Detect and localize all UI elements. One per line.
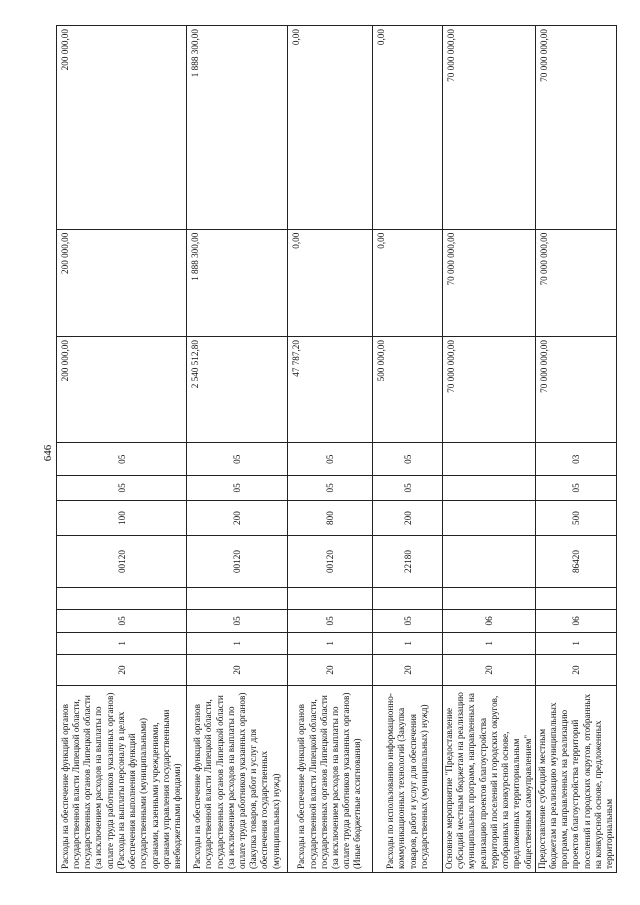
code-subsection: 05 [288,443,373,476]
code-expense-type: 100 [57,500,187,536]
code-program: 1 [535,632,617,655]
code-gr: 20 [373,655,443,686]
row-description: Предоставление субсидий местным бюджетам на реализацию муниципальных программ, направленных на реализацию проектов благоустройства территорий поселений и городских округов, отобранных на конкурсной основе, предложенных территориальным [535,685,617,872]
code-expense-type: 200 [373,500,443,536]
code-section [443,476,536,501]
code-extra [187,587,288,610]
code-section: 05 [288,476,373,501]
code-expense-type [443,500,536,536]
code-direction: 00120 [57,536,187,587]
code-direction: 00120 [187,536,288,587]
amount-year2: 70 000 000,00 [535,229,617,336]
amount-year1: 2 540 512,80 [187,337,288,443]
amount-year2: 0,00 [288,229,373,336]
code-section: 05 [535,476,617,501]
code-direction [443,536,536,587]
code-gr: 20 [57,655,187,686]
code-extra [288,587,373,610]
amount-year1: 70 000 000,00 [535,337,617,443]
table-row [288,26,373,873]
page-number: 646 [42,444,54,462]
amount-year2: 1 888 300,00 [187,229,288,336]
budget-table [56,25,617,873]
code-extra [373,587,443,610]
row-description: Расходы по использованию информационно-коммуникационных технологий (Закупка товаров, работ и услуг для обеспечения государственных (муниципальных) нужд) [373,685,443,872]
amount-year3: 70 000 000,00 [443,26,536,230]
amount-year1: 200 000,00 [57,337,187,443]
code-direction: 22180 [373,536,443,587]
code-expense-type: 800 [288,500,373,536]
row-description: Расходы на обеспечение функций органов государственной власти Липецкой области, государственных органов Липецкой области (за исключением расходов на выплаты по оплате труда работников указанных органов) (Расходы на выплаты персоналу в целях обеспечения выполнения функций государственными (муниципальными) органами, казенными учреждениями, органами управления государственными внебюджетными фондами) [57,685,187,872]
code-extra [443,587,536,610]
code-program: 1 [57,632,187,655]
code-subsection: 05 [373,443,443,476]
code-subsection: 05 [57,443,187,476]
code-subprogram: 05 [187,610,288,633]
code-program: 1 [443,632,536,655]
amount-year2: 0,00 [373,229,443,336]
row-description: Основное мероприятие "Предоставление субсидий местным бюджетам на реализацию муниципальных программ, направленных на реализацию проектов благоустройства территорий поселений и городских округов, отобранных на конкурсной основе, предложенных территориальным общественным самоуправлением" [443,685,536,872]
code-subprogram: 05 [373,610,443,633]
code-subsection: 03 [535,443,617,476]
code-subsection: 05 [187,443,288,476]
code-expense-type: 200 [187,500,288,536]
code-program: 1 [288,632,373,655]
code-program: 1 [187,632,288,655]
code-subprogram: 06 [535,610,617,633]
code-gr: 20 [535,655,617,686]
code-gr: 20 [187,655,288,686]
code-extra [535,587,617,610]
code-subsection [443,443,536,476]
table-row [535,26,617,873]
amount-year3: 0,00 [288,26,373,230]
table-row [187,26,288,873]
code-section: 05 [373,476,443,501]
amount-year2: 200 000,00 [57,229,187,336]
amount-year1: 500 000,00 [373,337,443,443]
code-expense-type: 500 [535,500,617,536]
amount-year2: 70 000 000,00 [443,229,536,336]
budget-table-rotated [56,25,615,873]
code-program: 1 [373,632,443,655]
code-section: 05 [57,476,187,501]
row-description: Расходы на обеспечение функций органов государственной власти Липецкой области, государственных органов Липецкой области (за исключением расходов на выплаты по оплате труда работников указанных органов) (Закупка товаров, работ и услуг для обеспечения государственных (муниципальных) нужд) [187,685,288,872]
code-subprogram: 06 [443,610,536,633]
amount-year1: 70 000 000,00 [443,337,536,443]
amount-year3: 70 000 000,00 [535,26,617,230]
table-row [373,26,443,873]
code-extra [57,587,187,610]
table-row [443,26,536,873]
amount-year3: 1 888 300,00 [187,26,288,230]
amount-year3: 0,00 [373,26,443,230]
code-direction: 86420 [535,536,617,587]
code-gr: 20 [443,655,536,686]
code-direction: 00120 [288,536,373,587]
table-row [57,26,187,873]
amount-year3: 200 000,00 [57,26,187,230]
code-subprogram: 05 [57,610,187,633]
amount-year1: 47 787,20 [288,337,373,443]
row-description: Расходы на обеспечение функций органов государственной власти Липецкой области, государственных органов Липецкой области (за исключением расходов на выплаты по оплате труда работников указанных органов) (Иные бюджетные ассигнования) [288,685,373,872]
code-subprogram: 05 [288,610,373,633]
code-gr: 20 [288,655,373,686]
code-section: 05 [187,476,288,501]
